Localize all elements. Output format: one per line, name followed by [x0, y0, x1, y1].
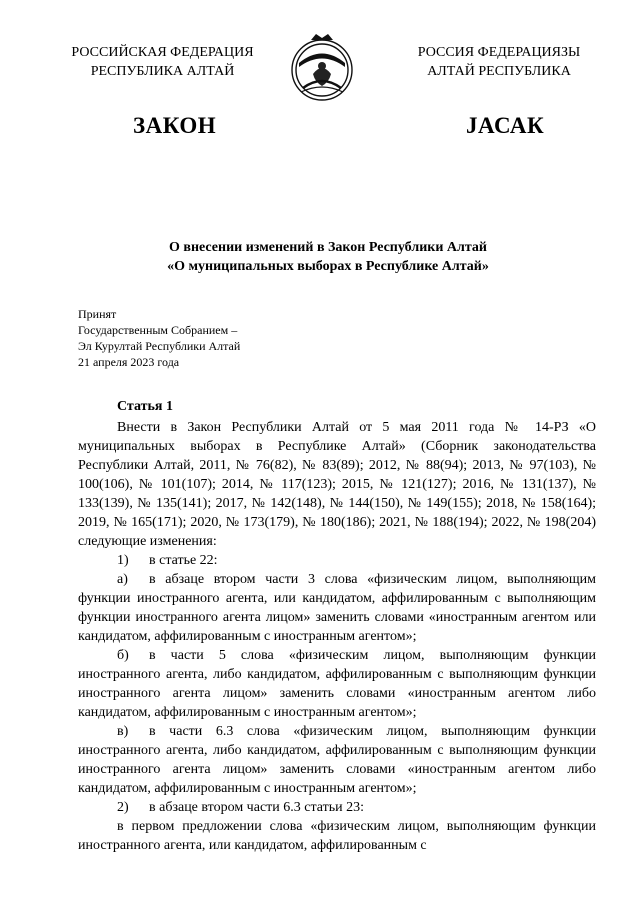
- sub-item-text: в части 5 слова «физическим лицом, выполняющим функции иностранного агента, либо кандидатом, аффилированным с выполняющим функции иностранного агента лицом» заменить словами «иностранным агентом либо кандидатом, аффилированным с иностранным агентом»;: [78, 648, 596, 720]
- article-intro: Внести в Закон Республики Алтай от 5 мая 2011 года № 14-РЗ «О муниципальных выборах в Республике Алтай» (Сборник законодательства Республики Алтай, 2011, № 76(82), № 83(89); 2012, № 88(94); 2013, № 97(103), № 100(106), № 101(107); 2014, № 117(123); 2015, № 121(127); 2016, № 131(137), № 133(139), № 135(141); 2017, № 142(148), № 144(150), № 149(155); 2018, № 158(164); 2019, № 165(171); 2020, № 173(179), № 180(186); 2021, № 188(194); 2022, № 198(204) следующие изменения:: [78, 420, 596, 549]
- adoption-block: [78, 306, 240, 370]
- sub-item-letter: в): [117, 724, 129, 739]
- adoption-line-1: Принят: [78, 307, 117, 321]
- sub-item-a: [78, 570, 596, 646]
- sub-item-b: [78, 646, 596, 722]
- altai-republic-coat-of-arms-icon: [289, 30, 355, 114]
- list-item-text: в абзаце втором части 6.3 статьи 23:: [149, 800, 365, 815]
- header-left-block: [60, 43, 265, 81]
- list-item-1: [78, 551, 596, 570]
- sub-item-letter: а): [117, 572, 128, 587]
- law-title-russian: ЗАКОН: [133, 113, 217, 138]
- adoption-date: 21 апреля 2023 года: [78, 355, 180, 369]
- header-right-block: [388, 43, 610, 81]
- header-left-line-1: РОССИЙСКАЯ ФЕДЕРАЦИЯ: [71, 45, 254, 60]
- sub-item-v: [78, 722, 596, 798]
- document-title-line-1: О внесении изменений в Закон Республики Алтай: [169, 240, 487, 255]
- list-item-text: в статье 22:: [149, 553, 218, 568]
- list-item-number: 2): [117, 800, 129, 815]
- sub-item-text: в части 6.3 слова «физическим лицом, выполняющим функции иностранного агента, либо кандидатом, аффилированным с выполняющим функции иностранного агента лицом» заменить словами «иностранным агентом либо кандидатом, аффилированным с иностранным агентом»;: [78, 724, 596, 796]
- header-right-line-1: РОССИЯ ФЕДЕРАЦИЯЗЫ: [417, 45, 581, 60]
- law-title-altai: ЈАСАК: [466, 113, 545, 138]
- list-item-2: [78, 798, 596, 817]
- header-right-line-2: АЛТАЙ РЕСПУБЛИКА: [427, 64, 571, 79]
- adoption-line-3: Эл Курултай Республики Алтай: [78, 339, 241, 353]
- article-heading: Статья 1: [117, 399, 173, 414]
- document-title-line-2: «О муниципальных выборах в Республике Алтай»: [167, 259, 489, 274]
- article-tail-paragraph: в первом предложении слова «физическим лицом, выполняющим функции иностранного агента, или кандидатом, аффилированным с: [78, 819, 596, 853]
- adoption-line-2: Государственным Собранием –: [78, 323, 238, 337]
- sub-item-text: в абзаце втором части 3 слова «физическим лицом, выполняющим функции иностранного агента, или кандидатом, аффилированным с выполняющим функции иностранного агента лицом» заменить словами «иностранным агентом или кандидатом, аффилированным с иностранным агентом»;: [78, 572, 596, 644]
- header-left-line-2: РЕСПУБЛИКА АЛТАЙ: [90, 64, 235, 79]
- document-title: [60, 238, 596, 276]
- article-body: [78, 418, 596, 855]
- sub-item-letter: б): [117, 648, 129, 663]
- list-item-number: 1): [117, 553, 129, 568]
